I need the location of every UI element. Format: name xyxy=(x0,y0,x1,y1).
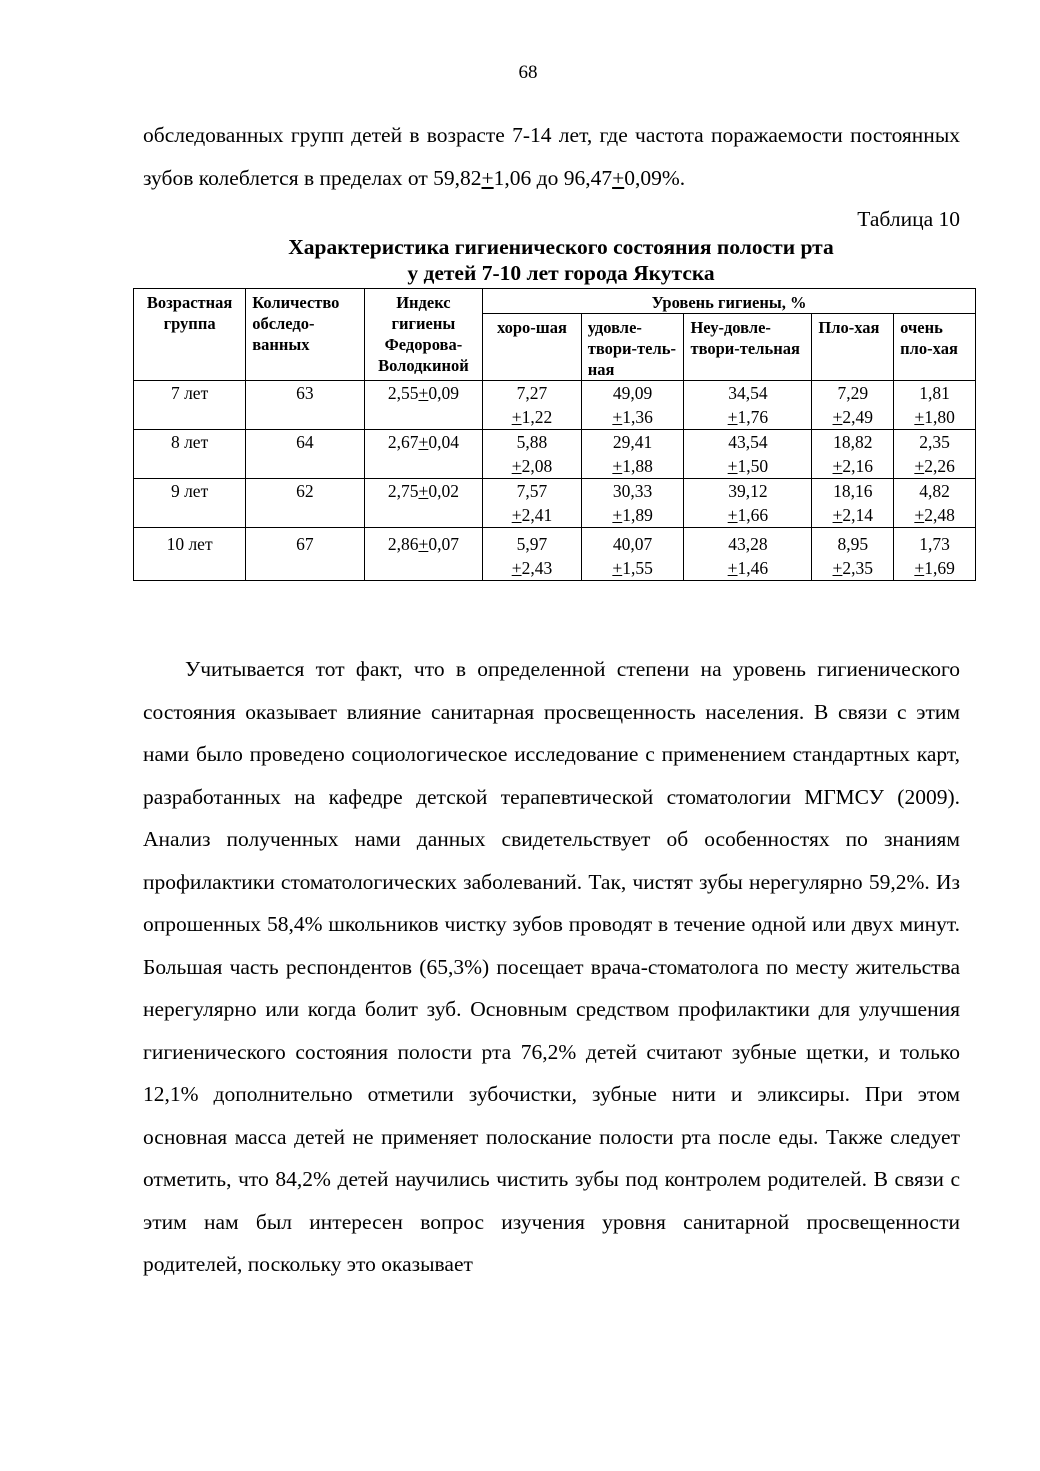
cell-value: 30,33 xyxy=(612,481,653,501)
plus-minus-sign: + xyxy=(727,456,738,476)
cell-value: 5,88 xyxy=(516,432,548,452)
table-title xyxy=(130,234,992,286)
cell-value: 29,41 xyxy=(612,432,653,452)
cell-value: 43,54 xyxy=(728,432,768,452)
cell-value: +1,88 xyxy=(612,456,653,476)
plus-minus-sign: + xyxy=(832,505,843,525)
cell-value: +1,80 xyxy=(914,407,955,427)
plus-minus-sign: + xyxy=(418,383,429,403)
cell-count: 67 xyxy=(246,528,364,581)
cell-bad xyxy=(812,381,894,430)
cell-value: 7,57 xyxy=(516,481,548,501)
cell-index: 2,86+0,07 xyxy=(364,528,482,581)
cell-value: 18,16 xyxy=(833,481,873,501)
cell-satisfactory xyxy=(581,479,684,528)
cell-value: 1,81 xyxy=(919,383,950,403)
plus-minus-sign: + xyxy=(727,558,738,578)
cell-unsatisfactory xyxy=(684,479,812,528)
cell-age: 7 лет xyxy=(134,381,246,430)
cell-value: +1,55 xyxy=(612,558,653,578)
plus-minus-sign: + xyxy=(914,505,925,525)
cell-good xyxy=(483,479,582,528)
cell-bad xyxy=(812,430,894,479)
cell-value: +2,26 xyxy=(914,456,955,476)
cell-value: +2,48 xyxy=(914,505,955,525)
cell-value: 39,12 xyxy=(728,481,768,501)
cell-value: +2,14 xyxy=(832,505,874,525)
cell-unsatisfactory xyxy=(684,381,812,430)
cell-value: +1,89 xyxy=(612,505,653,525)
cell-satisfactory xyxy=(581,381,684,430)
cell-value: 5,97 xyxy=(516,534,548,554)
header-satisfactory: удовле-твори-тель-ная xyxy=(581,314,684,381)
plus-minus-sign: + xyxy=(511,505,522,525)
header-good: хоро-шая xyxy=(483,314,582,381)
plus-minus-sign: + xyxy=(511,558,522,578)
cell-value: 1,73 xyxy=(919,534,950,554)
plus-minus-sign: + xyxy=(832,558,843,578)
header-very-bad: очень пло-хая xyxy=(894,314,976,381)
table-row xyxy=(134,528,976,581)
cell-good xyxy=(483,430,582,479)
cell-value: 7,27 xyxy=(516,383,548,403)
plus-minus-sign: + xyxy=(612,165,625,190)
plus-minus-sign: + xyxy=(612,456,623,476)
cell-good xyxy=(483,381,582,430)
table-title-line-1: Характеристика гигиенического состояния полости рта xyxy=(288,235,834,259)
header-bad: Пло-хая xyxy=(812,314,894,381)
plus-minus-sign: + xyxy=(914,558,925,578)
table-row xyxy=(134,381,976,430)
header-age-group: Возрастная группа xyxy=(134,289,246,381)
cell-value: +1,22 xyxy=(511,407,553,427)
plus-minus-sign: + xyxy=(511,456,522,476)
table-row xyxy=(134,479,976,528)
header-hygiene-level: Уровень гигиены, % xyxy=(483,289,976,314)
header-index: Индекс гигиены Федорова-Володкиной xyxy=(364,289,482,381)
cell-unsatisfactory xyxy=(684,430,812,479)
intro-paragraph xyxy=(143,114,960,199)
cell-value: +2,35 xyxy=(832,558,874,578)
cell-good xyxy=(483,528,582,581)
cell-count: 64 xyxy=(246,430,364,479)
plus-minus-sign: + xyxy=(418,481,429,501)
table-row xyxy=(134,430,976,479)
intro-line-2c: 0,09%. xyxy=(624,165,686,190)
intro-line-1: обследованных групп детей в возрасте 7-14 лет, где частота поражаемости xyxy=(143,123,843,147)
cell-age: 10 лет xyxy=(134,528,246,581)
cell-satisfactory xyxy=(581,528,684,581)
plus-minus-sign: + xyxy=(914,456,925,476)
plus-minus-sign: + xyxy=(612,558,623,578)
cell-value: +2,16 xyxy=(832,456,874,476)
cell-value: +1,36 xyxy=(612,407,653,427)
cell-age: 8 лет xyxy=(134,430,246,479)
cell-value: +1,66 xyxy=(727,505,769,525)
table-title-line-2: у детей 7-10 лет города Якутска xyxy=(407,261,715,285)
cell-very-bad xyxy=(894,381,976,430)
plus-minus-sign: + xyxy=(612,407,623,427)
plus-minus-sign: + xyxy=(481,165,494,190)
page-number: 68 xyxy=(518,62,538,83)
cell-bad xyxy=(812,479,894,528)
cell-index: 2,75+0,02 xyxy=(364,479,482,528)
plus-minus-sign: + xyxy=(727,407,738,427)
plus-minus-sign: + xyxy=(914,407,925,427)
plus-minus-sign: + xyxy=(727,505,738,525)
cell-value: 43,28 xyxy=(728,534,768,554)
cell-value: 18,82 xyxy=(833,432,873,452)
cell-value: +1,76 xyxy=(727,407,769,427)
cell-index: 2,55+0,09 xyxy=(364,381,482,430)
cell-value: 4,82 xyxy=(919,481,950,501)
cell-value: 34,54 xyxy=(728,383,768,403)
hygiene-table xyxy=(133,288,976,581)
cell-very-bad xyxy=(894,528,976,581)
plus-minus-sign: + xyxy=(511,407,522,427)
cell-value: 40,07 xyxy=(612,534,653,554)
cell-value: +2,08 xyxy=(511,456,553,476)
cell-unsatisfactory xyxy=(684,528,812,581)
cell-value: +1,46 xyxy=(727,558,769,578)
cell-count: 63 xyxy=(246,381,364,430)
cell-value: +2,49 xyxy=(832,407,874,427)
cell-very-bad xyxy=(894,479,976,528)
cell-value: +2,43 xyxy=(511,558,553,578)
cell-value: +2,41 xyxy=(511,505,553,525)
table-label: Таблица 10 xyxy=(857,207,960,231)
cell-value: 8,95 xyxy=(837,534,869,554)
cell-value: 7,29 xyxy=(837,383,869,403)
cell-very-bad xyxy=(894,430,976,479)
cell-index: 2,67+0,04 xyxy=(364,430,482,479)
cell-value: +1,69 xyxy=(914,558,955,578)
cell-age: 9 лет xyxy=(134,479,246,528)
body-paragraph: Учитывается тот факт, что в определенной степени на уровень гигиенического состояния оказывает влияние санитарная просвещенность населения. В связи с этим нами было проведено социологическое исследование с применением стандартных карт, разработанных на кафедре детской терапевтической стоматологии МГМСУ (2009). Анализ полученных нами данных свидетельствует об особенностях по знаниям профилактики стоматологических заболеваний. Так, чистят зубы нерегулярно 59,2%. Из опрошенных 58,4% школьников чистку зубов проводят в течение одной или двух минут. Большая часть респондентов (65,3%) посещает врача-стоматолога по месту жительства нерегулярно или когда болит зуб. Основным средством профилактики для улучшения гигиенического состояния полости рта 76,2% детей считают зубные щетки, и только 12,1% дополнительно отметили зубочистки, зубные нити и эликсиры. При этом основная масса детей не применяет полоскание полости рта после еды. Также следует отметить, что 84,2% детей научились чистить зубы под контролем родителей. В связи с этим нам был интересен вопрос изучения уровня санитарной просвещенности родителей, поскольку это оказывает xyxy=(143,657,960,1276)
intro-line-2a: постоянных зубов колеблется в пределах от 59,82 xyxy=(143,123,961,190)
table-body xyxy=(134,381,976,581)
cell-count: 62 xyxy=(246,479,364,528)
cell-value: 49,09 xyxy=(612,383,653,403)
plus-minus-sign: + xyxy=(418,534,429,554)
plus-minus-sign: + xyxy=(612,505,623,525)
cell-value: +1,50 xyxy=(727,456,769,476)
header-unsatisfactory: Неу-довле-твори-тельная xyxy=(684,314,812,381)
header-count: Количество обследо-ванных xyxy=(246,289,364,381)
cell-bad xyxy=(812,528,894,581)
plus-minus-sign: + xyxy=(418,432,429,452)
cell-value: 2,35 xyxy=(919,432,950,452)
plus-minus-sign: + xyxy=(832,456,843,476)
plus-minus-sign: + xyxy=(832,407,843,427)
intro-line-2b: 1,06 до 96,47 xyxy=(493,165,613,190)
cell-satisfactory xyxy=(581,430,684,479)
